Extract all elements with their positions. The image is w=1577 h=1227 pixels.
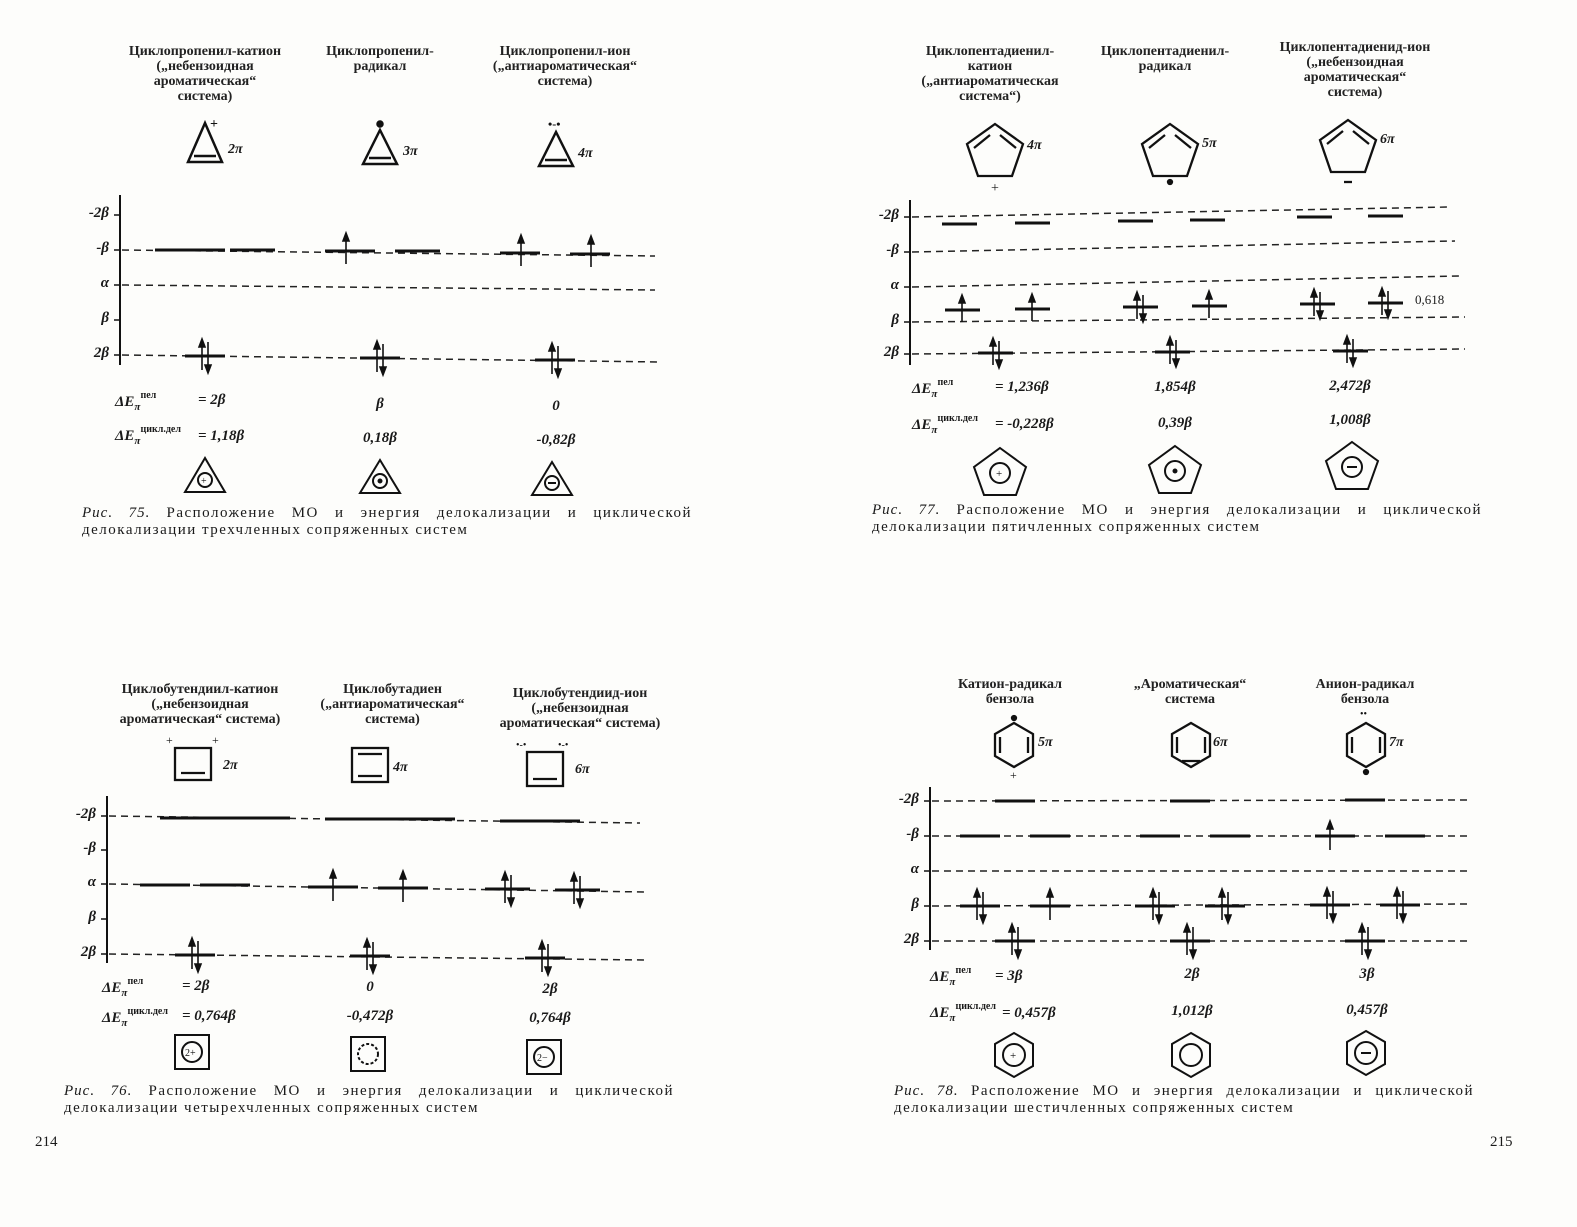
fig75-cyc-value-2: 0,18β [363,430,397,446]
svg-text:2−: 2− [537,1053,548,1064]
fig76-cyc-label: $\Delta E_\pi^{цикл.дел}$ [102,1006,168,1029]
fig77-cyc-value-1: = -0,228β [995,416,1054,432]
fig75-ylabel-m2b: -2β [88,205,109,221]
fig75-deloc-value-3: 0 [552,398,560,414]
cyclopropenyl-anion-structure [539,117,573,166]
svg-text:+: + [1010,768,1017,782]
fig75-cation-ring-symbol [185,458,225,492]
figure-77 [860,40,1510,540]
fig75-ylabel-2b: 2β [93,345,109,361]
page-number-left: 214 [35,1134,58,1150]
fig77-deloc-value-2: 1,854β [1154,379,1196,395]
svg-text:2+: 2+ [185,1048,196,1059]
fig78-ylabel-2b: 2β [903,931,919,947]
fig75-pi-2: 3π [403,144,418,159]
fig77-title-1: Циклопентадиенил- катион („антиароматическая система“) [921,44,1059,104]
figure-75 [70,40,710,540]
fig77-level-note: 0,618 [1415,292,1445,307]
fig78-cyc-value-1: = 0,457β [1002,1005,1056,1021]
fig77-title-2: Циклопентадиенил- радикал [1100,44,1230,74]
fig77-ylabel-alpha: α [890,277,899,293]
fig78-ylabel-alpha: α [910,861,919,877]
fig77-pi-3: 6π [1380,132,1395,147]
cyclopropenyl-radical-structure [363,122,397,165]
svg-text:+: + [996,468,1003,480]
fig75-radical-ring-symbol [360,460,400,493]
fig77-cyc-value-2: 0,39β [1158,415,1192,431]
fig76-deloc-value-1: = 2β [182,978,210,994]
fig78-ylabel-mb: -β [906,826,919,842]
fig76-deloc-label: $\Delta E_\pi^{пел}$ [102,976,144,999]
figure-78 [880,675,1500,1135]
fig78-deloc-value-2: 2β [1184,966,1200,982]
fig76-ylabel-m2b: -2β [75,806,96,822]
fig75-title-3: Циклопропенил-ион („антиароматическая“ система) [492,44,638,89]
fig77-deloc-value-1: = 1,236β [995,379,1049,395]
fig78-deloc-value-1: = 3β [995,968,1023,984]
fig76-anion-ring-symbol [527,1040,561,1074]
fig75-cyc-label: $\Delta E_\pi^{цикл.дел}$ [115,424,181,447]
fig76-deloc-value-3: 2β [542,981,558,997]
fig75-deloc-value-1: = 2β [198,392,226,408]
fig76-title-2: Циклобутадиен („антиароматическая“ система) [320,682,465,727]
cyclobutadiene-structure [352,748,388,782]
fig76-cyc-value-1: = 0,764β [182,1008,236,1024]
fig75-anion-ring-symbol [532,462,572,495]
fig77-caption: Рис. 77. Расположение МО и энергия делокализации и циклической делокализации пятичленных сопряженных систем [872,502,1482,535]
fig76-neutral-ring-symbol [351,1037,385,1071]
fig76-ylabel-mb: -β [83,840,96,856]
fig77-cation-ring-symbol [974,448,1026,495]
fig78-ylabel-b: β [911,896,919,912]
figure-76 [60,678,710,1138]
svg-text:•-•: •-• [558,740,569,751]
fig77-ylabel-b: β [891,312,899,328]
fig75-pi-1: 2π [228,142,243,157]
fig75-pi-3: 4π [578,146,593,161]
fig75-caption: Рис. 75. Расположение МО и энергия делокализации и циклической делокализации трехчленных сопряженных систем [82,505,692,538]
fig77-cyc-value-3: 1,008β [1329,412,1371,428]
fig78-cyc-value-3: 0,457β [1346,1002,1388,1018]
fig76-ylabel-2b: 2β [80,944,96,960]
fig77-ylabel-mb: -β [886,242,899,258]
cyclopentadienyl-cation-structure [967,124,1023,196]
fig75-title-2: Циклопропенил- радикал [326,44,434,74]
fig75-title-1: Циклопропенил-катион („небензоидная ароматическая“ система) [128,44,282,104]
fig75-ylabel-alpha: α [100,275,109,291]
fig78-pi-1: 5π [1038,735,1053,750]
cyclopentadienyl-radical-structure [1142,124,1198,184]
fig75-deloc-value-2: β [376,396,384,412]
fig78-ylabel-m2b: -2β [898,791,919,807]
fig78-deloc-label: $\Delta E_\pi^{пел}$ [930,965,972,988]
fig76-cyc-value-3: 0,764β [529,1010,571,1026]
fig76-ylabel-b: β [88,909,96,925]
fig78-title-2: „Ароматическая“ система [1133,677,1247,707]
cyclobutenediyl-cation-structure [166,733,219,780]
fig77-pi-1: 4π [1027,138,1042,153]
fig78-title-1: Катион-радикал бензола [957,677,1063,707]
fig77-deloc-value-3: 2,472β [1329,378,1371,394]
fig76-pi-3: 6π [575,762,590,777]
fig75-ylabel-mb: -β [96,240,109,256]
cyclopropenyl-cation-structure [188,117,222,162]
fig76-cation-ring-symbol [175,1035,209,1069]
fig77-diagram [860,40,1510,540]
fig78-cyc-value-2: 1,012β [1171,1003,1213,1019]
fig78-title-3: Анион-радикал бензола [1315,677,1415,707]
fig78-pi-3: 7π [1389,735,1404,750]
fig77-pi-2: 5π [1202,136,1217,151]
fig78-neutral-ring-symbol [1172,1033,1210,1077]
fig75-cyc-value-3: -0,82β [536,432,576,448]
fig75-cyc-value-1: = 1,18β [198,428,245,444]
cyclopentadienide-anion-structure [1320,120,1376,182]
svg-text:+: + [201,476,207,487]
fig78-caption: Рис. 78. Расположение МО и энергия делокализации и циклической делокализации шестичленных сопряженных систем [894,1083,1474,1116]
fig78-diagram [880,675,1500,1135]
fig76-pi-2: 4π [393,760,408,775]
svg-text:+: + [166,733,173,747]
fig77-ylabel-m2b: -2β [878,207,899,223]
fig77-title-3: Циклопентадиенид-ион („небензоидная ароматическая“ система) [1279,40,1431,100]
svg-text:•-•: •-• [516,740,527,751]
fig78-pi-2: 6π [1213,735,1228,750]
svg-text:+: + [1010,1050,1017,1062]
fig77-radical-ring-symbol [1149,446,1201,493]
benzene-anion-radical-structure [1347,709,1385,774]
fig76-cyc-value-2: -0,472β [346,1008,394,1024]
benzene-cation-radical-structure [995,716,1033,782]
fig77-ylabel-2b: 2β [883,344,899,360]
fig75-deloc-label: $\Delta E_\pi^{пел}$ [115,390,157,413]
fig76-ylabel-alpha: α [87,874,96,890]
fig78-anion-ring-symbol [1347,1031,1385,1075]
svg-text:+: + [991,181,999,196]
fig77-anion-ring-symbol [1326,442,1378,489]
svg-text:•-•: •-• [548,117,561,131]
page-number-right: 215 [1490,1134,1513,1150]
cyclobutenediide-anion-structure [516,740,568,786]
benzene-structure [1172,723,1210,767]
fig77-deloc-label: $\Delta E_\pi^{пел}$ [912,377,954,400]
fig76-deloc-value-2: 0 [366,979,374,995]
fig78-cation-ring-symbol [995,1033,1033,1077]
fig75-ylabel-b: β [101,310,109,326]
fig76-caption: Рис. 76. Расположение МО и энергия делокализации и циклической делокализации четырехчленных сопряженных систем [64,1083,674,1116]
fig76-title-3: Циклобутендиид-ион („небензоидная ароматическая“ система) [499,686,661,731]
svg-text:+: + [212,733,219,747]
fig76-diagram [60,678,710,1138]
svg-text:+: + [210,117,218,132]
fig78-cyc-label: $\Delta E_\pi^{цикл.дел}$ [930,1001,996,1024]
fig78-deloc-value-3: 3β [1359,966,1375,982]
fig76-pi-1: 2π [223,758,238,773]
fig77-cyc-label: $\Delta E_\pi^{цикл.дел}$ [912,413,978,436]
svg-text:••: •• [1360,709,1368,720]
fig75-diagram [70,40,710,540]
fig76-title-1: Циклобутендиил-катион („небензоидная ароматическая“ система) [119,682,281,727]
